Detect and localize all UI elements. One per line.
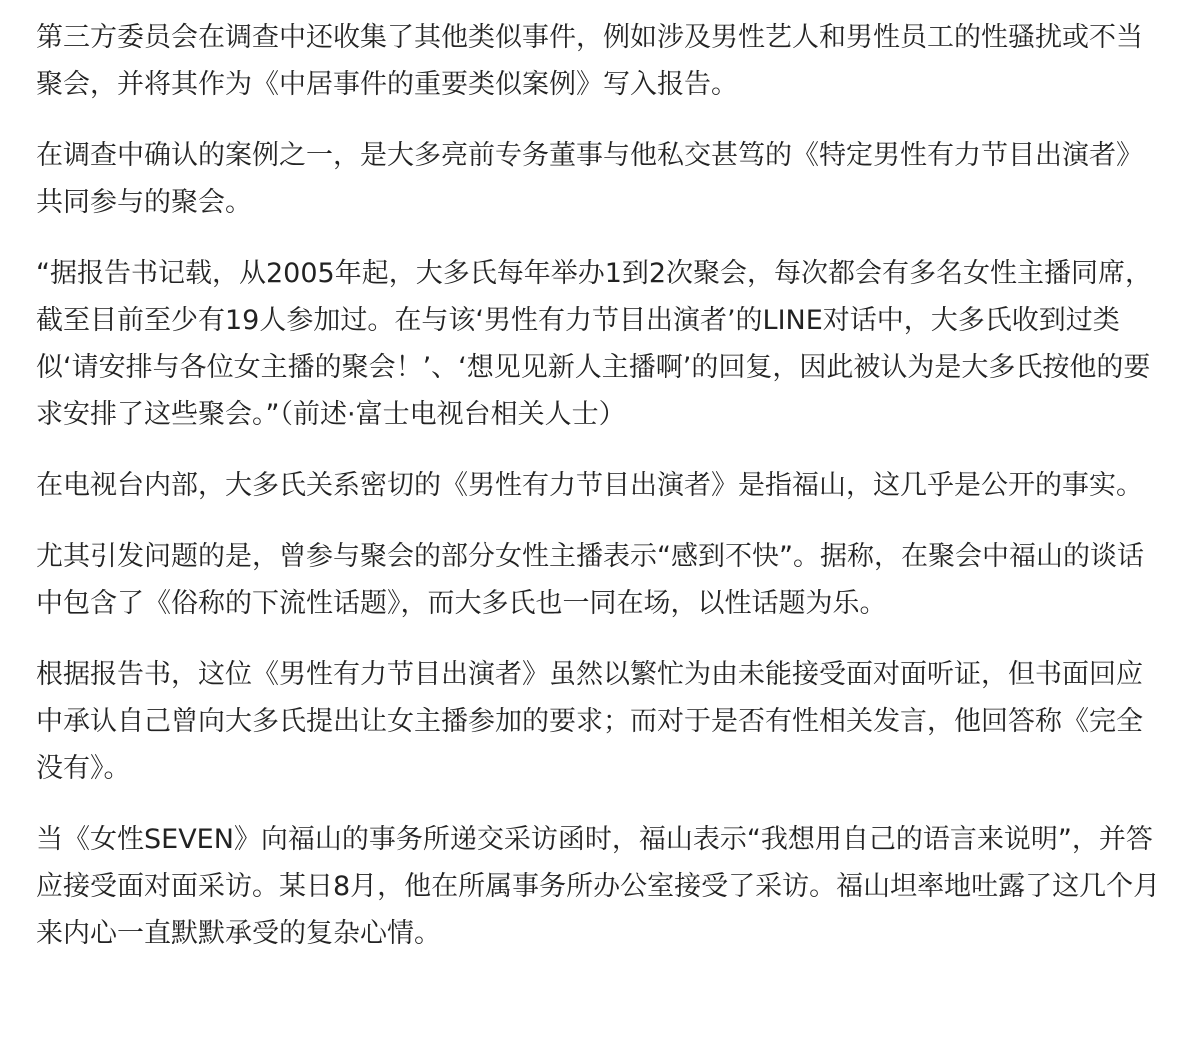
paragraph-6: 根据报告书，这位《男性有力节目出演者》虽然以繁忙为由未能接受面对面听证，但书面回应中承认自己曾向大多氏提出让女主播参加的要求；而对于是否有性相关发言，他回答称《完全没有》。 [36, 659, 1143, 784]
paragraph-1: 第三方委员会在调查中还收集了其他类似事件，例如涉及男性艺人和男性员工的性骚扰或不当聚会，并将其作为《中居事件的重要类似案例》写入报告。 [36, 22, 1143, 100]
paragraph-5: 尤其引发问题的是，曾参与聚会的部分女性主播表示“感到不快”。据称，在聚会中福山的谈话中包含了《俗称的下流性话题》，而大多氏也一同在场，以性话题为乐。 [36, 541, 1144, 619]
paragraph-7: 当《女性SEVEN》向福山的事务所递交采访函时，福山表示“我想用自己的语言来说明”，并答应接受面对面采访。某日8月，他在所属事务所办公室接受了采访。福山坦率地吐露了这几个月来内心一直默默承受的复杂心情。 [36, 824, 1161, 949]
paragraph-2: 在调查中确认的案例之一，是大多亮前专务董事与他私交甚笃的《特定男性有力节目出演者》共同参与的聚会。 [36, 140, 1143, 218]
paragraph-4: 在电视台内部，大多氏关系密切的《男性有力节目出演者》是指福山，这几乎是公开的事实。 [36, 470, 1143, 501]
paragraph-3: “据报告书记载，从2005年起，大多氏每年举办1到2次聚会，每次都会有多名女性主播同席，截至目前至少有19人参加过。在与该‘男性有力节目出演者’的LINE对话中，大多氏收到过类似‘请安排与各位女主播的聚会！’、‘想见见新人主播啊’的回复，因此被认为是大多氏按他的要求安排了这些聚会。”（前述·富士电视台相关人士） [36, 258, 1153, 430]
article-body [36, 14, 1164, 981]
